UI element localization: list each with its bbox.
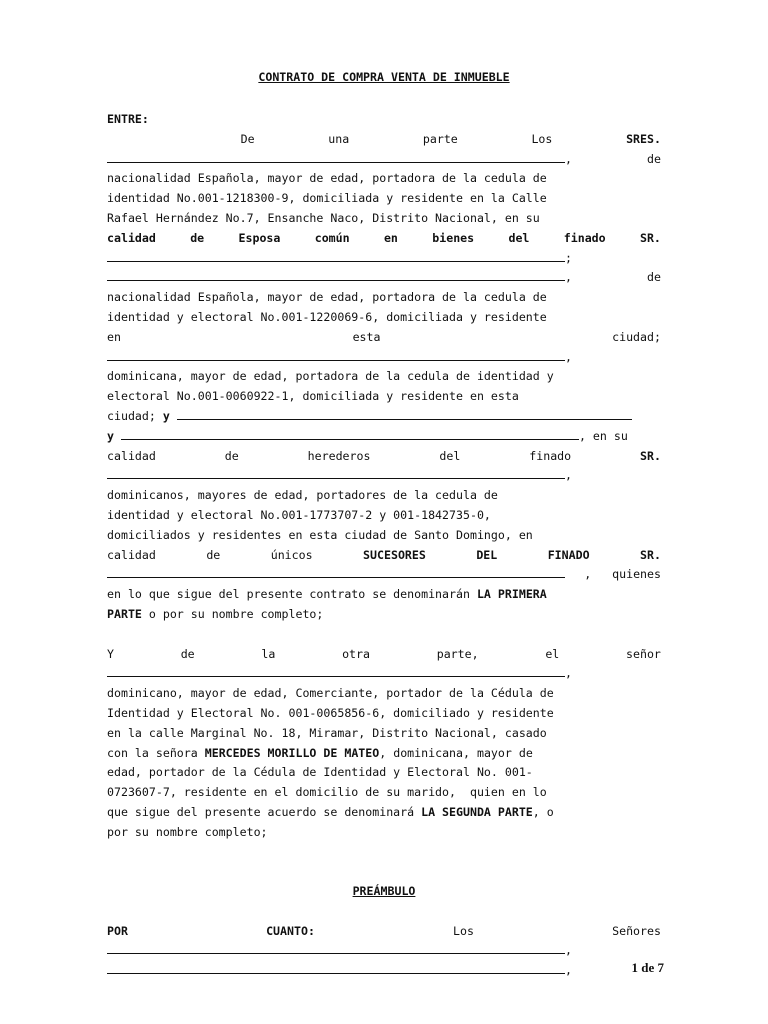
text-line: Y de la otra parte, el señor xyxy=(107,646,661,661)
blank-field[interactable] xyxy=(121,427,579,440)
text-line: que sigue del presente acuerdo se denominará LA SEGUNDA PARTE, o xyxy=(107,804,554,819)
preambulo-heading: PREÁMBULO xyxy=(352,884,416,899)
text-line: calidad de únicos SUCESORES DEL FINADO SR. xyxy=(107,547,661,562)
text-line: calidad de herederos del finado SR. xyxy=(107,448,661,463)
blank-field[interactable] xyxy=(107,664,565,677)
blank-field[interactable] xyxy=(177,407,632,420)
text-line: , xyxy=(107,348,661,368)
blank-field[interactable] xyxy=(107,466,565,479)
text-line: domiciliados y residentes en esta ciudad de Santo Domingo, en xyxy=(107,527,533,542)
text-line: , quienes xyxy=(107,565,661,585)
blank-field[interactable] xyxy=(107,249,565,262)
text-line: electoral No.001-0060922-1, domiciliada y residente en esta xyxy=(107,389,519,404)
text-line: nacionalidad Española, mayor de edad, portadora de la cedula de xyxy=(107,171,547,186)
text-line: nacionalidad Española, mayor de edad, portadora de la cedula de xyxy=(107,290,547,305)
blank-field[interactable] xyxy=(107,268,565,281)
text-line: y , en su xyxy=(107,428,628,443)
page-number: 1 de 7 xyxy=(631,960,664,975)
text-line: De una parte Los SRES. xyxy=(240,131,661,146)
text-line: dominicanos, mayores de edad, portadores de la cedula de xyxy=(107,488,498,503)
document-title: CONTRATO DE COMPRA VENTA DE INMUEBLE xyxy=(258,70,510,84)
text-line: identidad No.001-1218300-9, domiciliada y residente en la Calle xyxy=(107,191,547,206)
text-line: dominicano, mayor de edad, Comerciante, portador de la Cédula de xyxy=(107,686,554,701)
text-line: con la señora MERCEDES MORILLO DE MATEO, dominicana, mayor de xyxy=(107,745,533,760)
blank-field[interactable] xyxy=(107,941,565,954)
text-line: POR CUANTO: Los Señores xyxy=(107,923,661,938)
entre-heading: ENTRE: xyxy=(107,112,149,126)
text-line: dominicana, mayor de edad, portadora de la cedula de identidad y xyxy=(107,369,554,384)
text-line: en esta ciudad; xyxy=(107,329,661,344)
text-line: , xyxy=(107,961,661,981)
text-line: edad, portador de la Cédula de Identidad y Electoral No. 001- xyxy=(107,765,533,780)
text-line: ciudad; y xyxy=(107,407,661,427)
text-line: , xyxy=(107,664,661,684)
document-body xyxy=(107,110,661,981)
text-line: 0723607-7, residente en el domicilio de su marido, quien en lo xyxy=(107,785,547,800)
text-line: , de xyxy=(107,150,661,170)
text-line: PARTE o por su nombre completo; xyxy=(107,606,324,621)
text-line: identidad y electoral No.001-1773707-2 y 001-1842735-0, xyxy=(107,507,491,522)
text-line: en la calle Marginal No. 18, Miramar, Distrito Nacional, casado xyxy=(107,725,547,740)
text-line: Identidad y Electoral No. 001-0065856-6, domiciliado y residente xyxy=(107,705,554,720)
text-line: Rafael Hernández No.7, Ensanche Naco, Distrito Nacional, en su xyxy=(107,210,540,225)
blank-field[interactable] xyxy=(107,961,565,974)
text-line: , de xyxy=(107,268,661,288)
text-line: identidad y electoral No.001-1220069-6, domiciliada y residente xyxy=(107,309,547,324)
text-line: ; xyxy=(107,249,661,269)
blank-field[interactable] xyxy=(107,150,565,163)
text-line: , xyxy=(107,466,661,486)
text-line: por su nombre completo; xyxy=(107,824,268,839)
blank-field[interactable] xyxy=(107,565,565,578)
text-line: , xyxy=(107,941,661,961)
blank-field[interactable] xyxy=(107,348,565,361)
text-line: en lo que sigue del presente contrato se denominarán LA PRIMERA xyxy=(107,587,547,602)
text-line: calidad de Esposa común en bienes del finado SR. xyxy=(107,230,661,245)
